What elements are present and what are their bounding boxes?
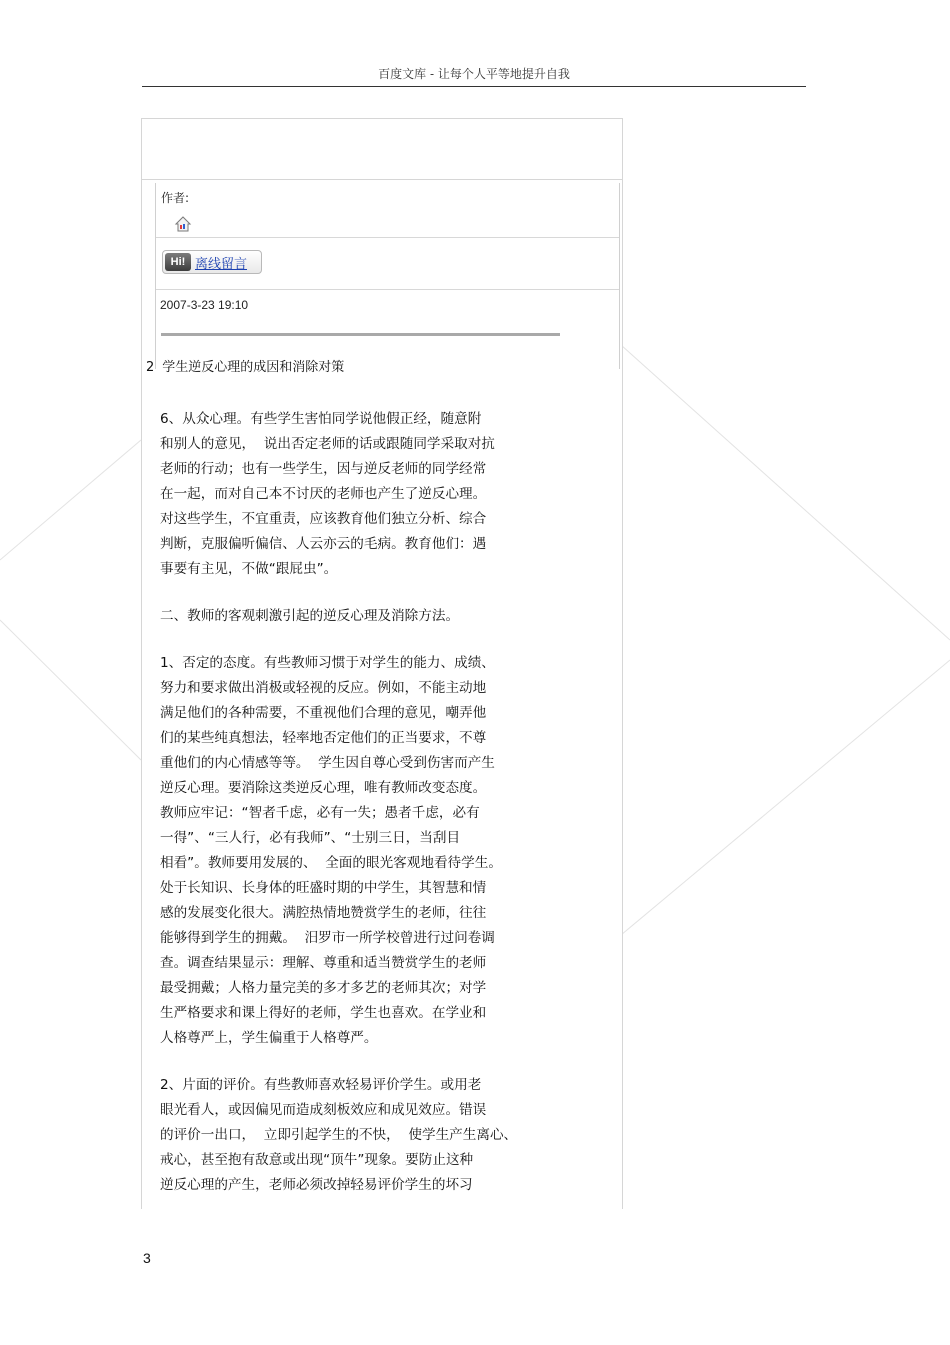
text-line: 重他们的内心情感等等。 学生因自尊心受到伤害而产生: [160, 755, 495, 771]
text-line: 2、片面的评价。有些教师喜欢轻易评价学生。或用老: [160, 1077, 482, 1093]
offline-message-button[interactable]: [162, 250, 262, 274]
author-label: 作者:: [161, 191, 190, 205]
section-number: 2: [146, 360, 155, 375]
text-line: 戒心，甚至抱有敌意或出现“顶牛”现象。要防止这种: [160, 1152, 474, 1168]
article-body: [160, 407, 560, 1198]
page-header: [142, 64, 806, 87]
text-line: 最受拥戴；人格力量完美的多才多艺的老师其次；对学: [160, 980, 487, 996]
text-line: 一得”、“三人行，必有我师”、“士别三日，当刮目: [160, 830, 461, 846]
post-top-box: [142, 119, 622, 180]
section-heading: [146, 356, 344, 375]
text-line: 们的某些纯真想法，轻率地否定他们的正当要求，不尊: [160, 730, 487, 746]
post-separator-bar: [161, 333, 560, 336]
text-line: 6、从众心理。有些学生害怕同学说他假正经，随意附: [160, 411, 482, 427]
text-line: 处于长知识、长身体的旺盛时期的中学生，其智慧和情: [160, 880, 487, 896]
text-line: 人格尊严上，学生偏重于人格尊严。: [160, 1030, 378, 1046]
home-icon[interactable]: [174, 215, 192, 233]
text-line: 眼光看人，或因偏见而造成刻板效应和成见效应。错误: [160, 1102, 487, 1118]
text-line: 老师的行动；也有一些学生，因与逆反老师的同学经常: [160, 461, 487, 477]
text-line: 相看”。教师要用发展的、 全面的眼光客观地看待学生。: [160, 855, 502, 871]
paragraph: [160, 604, 560, 629]
header-text: 百度文库 - 让每个人平等地提升自我: [378, 67, 570, 81]
text-line: 的评价一出口， 立即引起学生的不快， 使学生产生离心、: [160, 1127, 518, 1143]
text-line: 逆反心理的产生，老师必须改掉轻易评价学生的坏习: [160, 1177, 473, 1193]
text-line: 能够得到学生的拥戴。 汨罗市一所学校曾进行过问卷调: [160, 930, 495, 946]
text-line: 查。调查结果显示：理解、尊重和适当赞赏学生的老师: [160, 955, 487, 971]
text-line: 对这些学生，不宜重责，应该教育他们独立分析、综合: [160, 511, 487, 527]
section-title: 学生逆反心理的成因和消除对策: [162, 360, 345, 375]
info-divider-2: [156, 289, 619, 290]
offline-message-label[interactable]: 离线留言: [195, 256, 248, 272]
text-line: 感的发展变化很大。满腔热情地赞赏学生的老师，往往: [160, 905, 487, 921]
text-line: 在一起，而对自己本不讨厌的老师也产生了逆反心理。: [160, 486, 487, 502]
text-line: 二、教师的客观刺激引起的逆反心理及消除方法。: [160, 608, 460, 624]
hi-logo-badge: Hi!: [165, 253, 191, 271]
text-line: 1、否定的态度。有些教师习惯于对学生的能力、成绩、: [160, 655, 495, 671]
page-number: 3: [143, 1250, 151, 1266]
text-line: 判断，克服偏听偏信、人云亦云的毛病。教育他们：遇: [160, 536, 487, 552]
text-line: 努力和要求做出消极或轻视的反应。例如，不能主动地: [160, 680, 487, 696]
text-line: 事要有主见，不做“跟屁虫”。: [160, 561, 338, 577]
post-author-info: [155, 183, 620, 369]
info-divider: [156, 237, 619, 238]
text-line: 逆反心理。要消除这类逆反心理，唯有教师改变态度。: [160, 780, 487, 796]
paragraph: [160, 1073, 560, 1198]
text-line: 和别人的意见， 说出否定老师的话或跟随同学采取对抗: [160, 436, 495, 452]
post-date: 2007-3-23 19:10: [160, 298, 249, 312]
text-line: 生严格要求和课上得好的老师，学生也喜欢。在学业和: [160, 1005, 487, 1021]
text-line: 教师应牢记：“智者千虑，必有一失；愚者千虑，必有: [160, 805, 480, 821]
forum-post: [141, 118, 623, 1209]
paragraph: [160, 651, 560, 1051]
paragraph: [160, 407, 560, 582]
text-line: 满足他们的各种需要，不重视他们合理的意见，嘲弄他: [160, 705, 487, 721]
